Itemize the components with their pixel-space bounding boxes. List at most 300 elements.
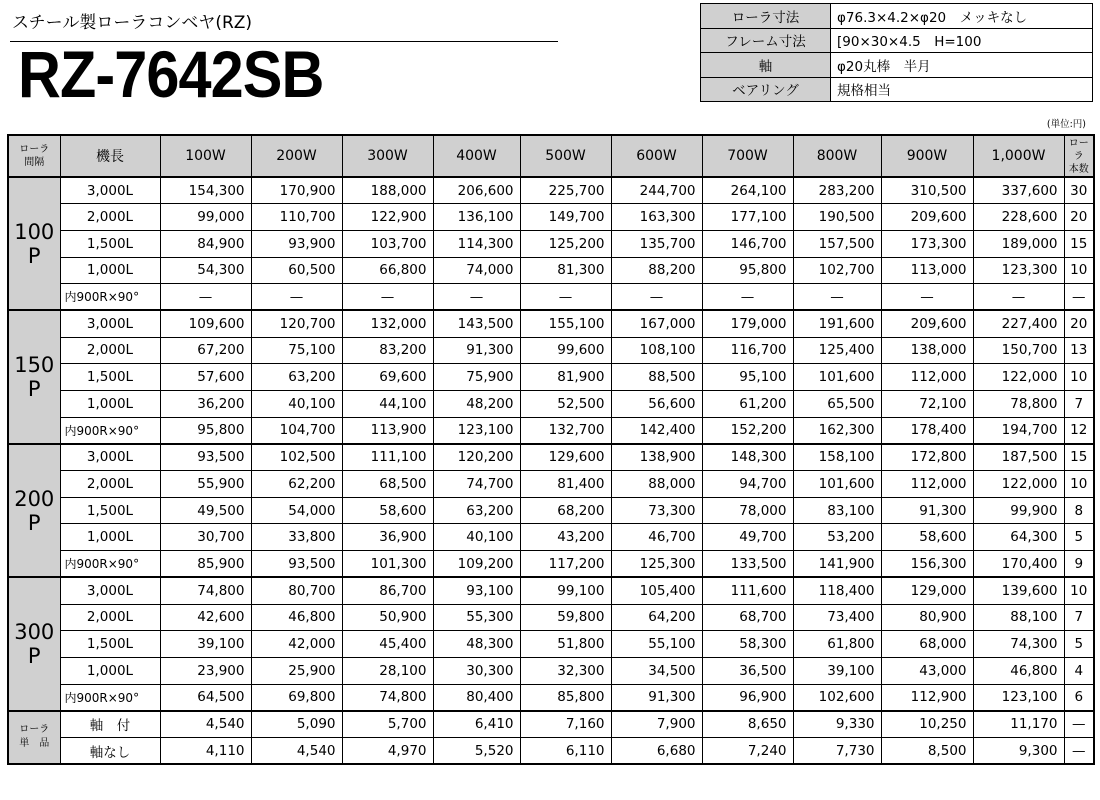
roller-count: 30 [1064,177,1094,204]
roller-count: — [1064,737,1094,764]
price-cell: 167,000 [611,310,702,337]
roller-pitch-group: ローラ 単 品 [8,711,60,764]
machine-length: 内900R×90° [60,284,160,311]
price-cell: 123,300 [973,257,1064,284]
machine-length: 1,500L [60,230,160,257]
roller-count: 6 [1064,684,1094,711]
header-width: 400W [433,135,520,177]
price-cell: — [160,284,251,311]
machine-length: 軸 付 [60,711,160,738]
price-cell: 93,900 [251,230,342,257]
price-cell: 187,500 [973,444,1064,471]
price-cell: 8,650 [702,711,793,738]
roller-count: 7 [1064,391,1094,418]
machine-length: 1,000L [60,657,160,684]
price-cell: 141,900 [793,551,881,578]
price-cell: 117,200 [520,551,611,578]
price-cell: 4,110 [160,737,251,764]
roller-count: 13 [1064,337,1094,364]
machine-length: 2,000L [60,471,160,498]
spec-value: [90×30×4.5 H=100 [831,28,1093,53]
price-cell: 68,700 [702,604,793,631]
price-cell: 58,600 [881,524,973,551]
price-cell: 157,500 [793,230,881,257]
price-cell: 43,200 [520,524,611,551]
price-cell: 158,100 [793,444,881,471]
price-cell: 99,000 [160,204,251,231]
price-cell: 123,100 [433,417,520,444]
price-cell: 103,700 [342,230,433,257]
price-cell: 62,200 [251,471,342,498]
table-row [8,657,1094,684]
price-cell: 55,300 [433,604,520,631]
price-cell: 99,600 [520,337,611,364]
price-cell: 138,900 [611,444,702,471]
price-cell: 91,300 [611,684,702,711]
price-cell: 95,800 [160,417,251,444]
price-cell: 40,100 [433,524,520,551]
price-cell: 88,200 [611,257,702,284]
price-cell: 7,160 [520,711,611,738]
price-cell: 64,300 [973,524,1064,551]
price-cell: 310,500 [881,177,973,204]
price-cell: — [433,284,520,311]
price-cell: 102,500 [251,444,342,471]
price-cell: 84,900 [160,230,251,257]
price-cell: 178,400 [881,417,973,444]
price-cell: 30,700 [160,524,251,551]
price-cell: 53,200 [793,524,881,551]
price-cell: 109,600 [160,310,251,337]
price-cell: 83,100 [793,497,881,524]
price-cell: 80,400 [433,684,520,711]
price-cell: 68,000 [881,631,973,658]
header-pitch: ローラ 間隔 [8,135,60,177]
price-cell: — [881,284,973,311]
price-cell: 34,500 [611,657,702,684]
price-cell: 154,300 [160,177,251,204]
price-cell: 74,000 [433,257,520,284]
price-cell: 36,900 [342,524,433,551]
price-cell: 93,100 [433,577,520,604]
table-row [8,337,1094,364]
price-cell: 54,000 [251,497,342,524]
table-row [8,524,1094,551]
price-cell: 74,800 [342,684,433,711]
table-row [8,737,1094,764]
table-row [8,604,1094,631]
price-cell: 75,900 [433,364,520,391]
machine-length: 内900R×90° [60,551,160,578]
table-row [8,551,1094,578]
machine-length: 3,000L [60,577,160,604]
price-cell: 9,330 [793,711,881,738]
table-row [8,444,1094,471]
machine-length: 1,000L [60,257,160,284]
price-cell: 5,090 [251,711,342,738]
price-cell: 23,900 [160,657,251,684]
price-cell: 83,200 [342,337,433,364]
price-cell: 209,600 [881,204,973,231]
machine-length: 内900R×90° [60,684,160,711]
price-cell: 120,700 [251,310,342,337]
price-cell: 46,700 [611,524,702,551]
header-width: 200W [251,135,342,177]
spec-row [701,53,1093,78]
price-cell: 55,900 [160,471,251,498]
price-cell: 110,700 [251,204,342,231]
roller-count: 7 [1064,604,1094,631]
spec-row [701,4,1093,29]
price-cell: 225,700 [520,177,611,204]
price-cell: 132,700 [520,417,611,444]
price-cell: 94,700 [702,471,793,498]
price-cell: 74,800 [160,577,251,604]
price-cell: 46,800 [251,604,342,631]
header-width: 500W [520,135,611,177]
spec-label: フレーム寸法 [701,28,831,53]
model-number: RZ-7642SB [18,37,324,111]
roller-count: 10 [1064,257,1094,284]
price-cell: 227,400 [973,310,1064,337]
price-cell: 54,300 [160,257,251,284]
roller-count: 10 [1064,471,1094,498]
price-cell: 69,800 [251,684,342,711]
price-cell: 6,410 [433,711,520,738]
machine-length: 2,000L [60,604,160,631]
machine-length: 1,000L [60,524,160,551]
price-cell: 162,300 [793,417,881,444]
price-cell: — [702,284,793,311]
price-cell: 7,730 [793,737,881,764]
price-cell: 244,700 [611,177,702,204]
price-cell: 55,100 [611,631,702,658]
spec-value: 規格相当 [831,77,1093,102]
price-cell: 91,300 [433,337,520,364]
price-cell: 68,500 [342,471,433,498]
price-cell: 95,800 [702,257,793,284]
price-cell: 10,250 [881,711,973,738]
price-cell: 112,000 [881,471,973,498]
roller-count: 5 [1064,524,1094,551]
price-cell: 155,100 [520,310,611,337]
price-cell: 64,500 [160,684,251,711]
machine-length: 1,000L [60,391,160,418]
price-cell: 102,700 [793,257,881,284]
price-cell: 104,700 [251,417,342,444]
price-cell: 132,000 [342,310,433,337]
price-cell: 69,600 [342,364,433,391]
price-cell: 4,540 [251,737,342,764]
price-cell: 95,100 [702,364,793,391]
price-cell: 25,900 [251,657,342,684]
price-cell: 88,500 [611,364,702,391]
price-cell: 80,900 [881,604,973,631]
price-cell: 113,900 [342,417,433,444]
price-cell: 112,900 [881,684,973,711]
price-cell: 143,500 [433,310,520,337]
price-cell: 60,500 [251,257,342,284]
roller-pitch-group: 300 P [8,577,60,710]
spec-table [700,3,1093,102]
machine-length: 3,000L [60,444,160,471]
price-cell: 96,900 [702,684,793,711]
roller-count: 9 [1064,551,1094,578]
price-cell: 48,200 [433,391,520,418]
price-cell: 264,100 [702,177,793,204]
price-cell: 39,100 [160,631,251,658]
spec-label: ローラ寸法 [701,4,831,29]
price-cell: 85,800 [520,684,611,711]
product-subtitle: スチール製ローラコンベヤ(RZ) [12,13,253,33]
price-cell: 156,300 [881,551,973,578]
unit-note: (単位:円) [1046,119,1086,130]
price-cell: 85,900 [160,551,251,578]
price-cell: 73,300 [611,497,702,524]
price-cell: 108,100 [611,337,702,364]
price-cell: 189,000 [973,230,1064,257]
price-cell: 101,600 [793,364,881,391]
price-cell: 30,300 [433,657,520,684]
price-cell: 80,700 [251,577,342,604]
header-width: 600W [611,135,702,177]
table-row [8,204,1094,231]
price-cell: 111,600 [702,577,793,604]
machine-length: 3,000L [60,310,160,337]
table-row [8,577,1094,604]
machine-length: 軸なし [60,737,160,764]
price-cell: 4,970 [342,737,433,764]
price-cell: 149,700 [520,204,611,231]
price-cell: 74,300 [973,631,1064,658]
header-width: 1,000W [973,135,1064,177]
price-cell: 67,200 [160,337,251,364]
price-cell: 78,800 [973,391,1064,418]
price-cell: 138,000 [881,337,973,364]
price-cell: — [793,284,881,311]
roller-pitch-group: 200 P [8,444,60,577]
roller-count: 4 [1064,657,1094,684]
table-row [8,417,1094,444]
price-cell: 33,800 [251,524,342,551]
table-row [8,364,1094,391]
price-cell: 65,500 [793,391,881,418]
price-cell: 122,900 [342,204,433,231]
price-cell: — [342,284,433,311]
price-cell: 36,500 [702,657,793,684]
price-cell: 45,400 [342,631,433,658]
price-cell: 122,000 [973,364,1064,391]
price-cell: 188,000 [342,177,433,204]
price-cell: 123,100 [973,684,1064,711]
price-cell: 68,200 [520,497,611,524]
spec-label: ベアリング [701,77,831,102]
table-row [8,230,1094,257]
price-cell: 125,400 [793,337,881,364]
header-length: 機長 [60,135,160,177]
price-cell: 5,700 [342,711,433,738]
price-cell: 64,200 [611,604,702,631]
price-cell: 91,300 [881,497,973,524]
header-roller-count: ローラ 本数 [1064,135,1094,177]
price-cell: 129,600 [520,444,611,471]
price-cell: 93,500 [160,444,251,471]
price-cell: 57,600 [160,364,251,391]
price-cell: 6,110 [520,737,611,764]
price-cell: 163,300 [611,204,702,231]
price-cell: 42,000 [251,631,342,658]
price-cell: 74,700 [433,471,520,498]
price-cell: 125,300 [611,551,702,578]
price-cell: 75,100 [251,337,342,364]
price-cell: 152,200 [702,417,793,444]
price-cell: 78,000 [702,497,793,524]
price-cell: 9,300 [973,737,1064,764]
price-cell: 48,300 [433,631,520,658]
table-row [8,177,1094,204]
price-cell: 136,100 [433,204,520,231]
spec-row [701,77,1093,102]
price-cell: 120,200 [433,444,520,471]
price-cell: 109,200 [433,551,520,578]
spec-value: φ76.3×4.2×φ20 メッキなし [831,4,1093,29]
price-cell: 142,400 [611,417,702,444]
price-cell: 129,000 [881,577,973,604]
price-cell: 172,800 [881,444,973,471]
price-cell: 63,200 [251,364,342,391]
price-cell: 125,200 [520,230,611,257]
price-cell: 7,240 [702,737,793,764]
machine-length: 1,500L [60,364,160,391]
price-cell: 93,500 [251,551,342,578]
price-cell: 7,900 [611,711,702,738]
price-cell: 101,600 [793,471,881,498]
roller-count: 20 [1064,310,1094,337]
price-cell: 116,700 [702,337,793,364]
price-cell: 51,800 [520,631,611,658]
price-cell: 42,600 [160,604,251,631]
price-cell: 61,800 [793,631,881,658]
price-cell: 122,000 [973,471,1064,498]
price-cell: 177,100 [702,204,793,231]
price-cell: 40,100 [251,391,342,418]
price-cell: 139,600 [973,577,1064,604]
price-cell: 148,300 [702,444,793,471]
price-cell: 105,400 [611,577,702,604]
price-cell: 6,680 [611,737,702,764]
price-cell: 86,700 [342,577,433,604]
price-cell: 179,000 [702,310,793,337]
price-cell: 88,000 [611,471,702,498]
price-cell: 206,600 [433,177,520,204]
header-width: 700W [702,135,793,177]
price-cell: 190,500 [793,204,881,231]
spec-value: φ20丸棒 半月 [831,53,1093,78]
price-cell: — [611,284,702,311]
price-cell: 58,600 [342,497,433,524]
price-cell: 191,600 [793,310,881,337]
price-cell: 170,400 [973,551,1064,578]
price-cell: 99,100 [520,577,611,604]
roller-count: 8 [1064,497,1094,524]
price-cell: 173,300 [881,230,973,257]
price-cell: 44,100 [342,391,433,418]
price-cell: 118,400 [793,577,881,604]
spec-row [701,28,1093,53]
roller-count: 15 [1064,230,1094,257]
price-cell: 50,900 [342,604,433,631]
price-cell: 81,300 [520,257,611,284]
roller-count: — [1064,284,1094,311]
price-cell: 88,100 [973,604,1064,631]
price-cell: 36,200 [160,391,251,418]
price-cell: 8,500 [881,737,973,764]
table-row [8,284,1094,311]
table-row [8,711,1094,738]
roller-count: 10 [1064,577,1094,604]
price-cell: 146,700 [702,230,793,257]
price-cell: 81,900 [520,364,611,391]
price-table [7,134,1095,765]
price-cell: 99,900 [973,497,1064,524]
price-cell: 81,400 [520,471,611,498]
table-row [8,497,1094,524]
price-cell: 49,500 [160,497,251,524]
price-cell: — [973,284,1064,311]
price-cell: 150,700 [973,337,1064,364]
price-cell: 135,700 [611,230,702,257]
price-cell: 4,540 [160,711,251,738]
price-cell: 133,500 [702,551,793,578]
price-cell: 72,100 [881,391,973,418]
table-header-row [8,135,1094,177]
price-cell: 337,600 [973,177,1064,204]
roller-pitch-group: 100 P [8,177,60,310]
price-cell: 170,900 [251,177,342,204]
machine-length: 2,000L [60,337,160,364]
machine-length: 1,500L [60,497,160,524]
price-cell: 28,100 [342,657,433,684]
price-cell: 101,300 [342,551,433,578]
price-cell: 39,100 [793,657,881,684]
price-cell: — [520,284,611,311]
price-cell: 66,800 [342,257,433,284]
roller-count: 5 [1064,631,1094,658]
table-row [8,471,1094,498]
price-cell: 283,200 [793,177,881,204]
price-cell: 194,700 [973,417,1064,444]
price-cell: 43,000 [881,657,973,684]
header-width: 300W [342,135,433,177]
price-cell: — [251,284,342,311]
price-cell: 112,000 [881,364,973,391]
price-cell: 5,520 [433,737,520,764]
price-cell: 102,600 [793,684,881,711]
machine-length: 2,000L [60,204,160,231]
table-row [8,631,1094,658]
roller-count: 20 [1064,204,1094,231]
machine-length: 3,000L [60,177,160,204]
price-cell: 228,600 [973,204,1064,231]
spec-label: 軸 [701,53,831,78]
price-cell: 73,400 [793,604,881,631]
roller-pitch-group: 150 P [8,310,60,443]
header-width: 800W [793,135,881,177]
price-cell: 113,000 [881,257,973,284]
price-cell: 63,200 [433,497,520,524]
price-cell: 111,100 [342,444,433,471]
price-cell: 61,200 [702,391,793,418]
